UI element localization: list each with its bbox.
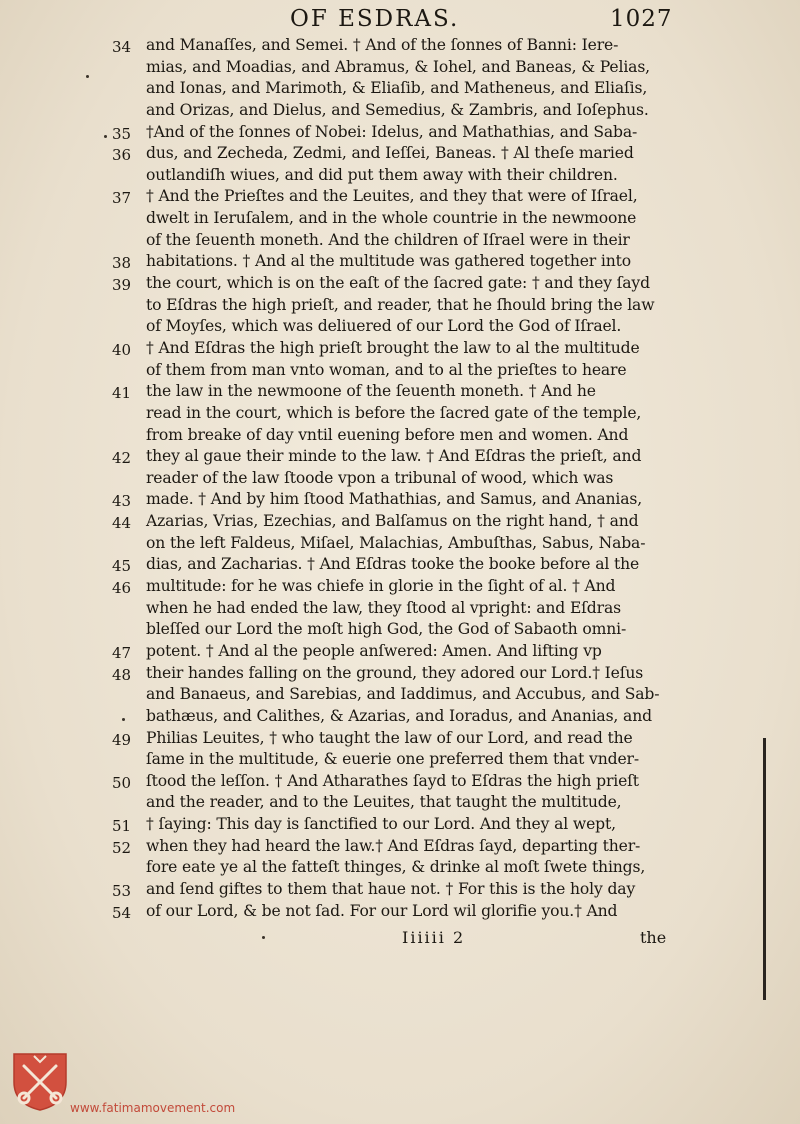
verse-number: 47 <box>112 643 132 662</box>
running-title: OF ESDRAS. <box>290 6 460 32</box>
verse-number: 48 <box>112 665 132 684</box>
line-text: bleſſed our Lord the moſt high God, the God of Sabaoth omni- <box>146 620 627 639</box>
line-text: mias, and Moadias, and Abramus, & Iohel, and Baneas, & Pelias, <box>146 57 650 76</box>
text-line <box>0 317 800 339</box>
line-text: when he had ended the law, they ſtood al vpright: and Eſdras <box>146 598 621 617</box>
text-line <box>0 880 800 902</box>
line-text: and Banaeus, and Sarebias, and Iaddimus, and Accubus, and Sab- <box>146 685 660 704</box>
verse-number: 38 <box>112 254 132 273</box>
text-line <box>0 642 800 664</box>
text-line <box>0 772 800 794</box>
verse-number: 34 <box>112 38 132 56</box>
verse-number: 51 <box>112 817 132 836</box>
verse-number: 52 <box>112 838 132 857</box>
margin-speck <box>86 75 89 78</box>
text-line <box>0 685 800 707</box>
watermark-url: www.fatimamovement.com <box>70 1101 236 1115</box>
verse-number: 43 <box>112 492 132 511</box>
line-text: read in the court, which is before the ſacred gate of the temple, <box>146 403 642 422</box>
line-text: outlandiſh wiues, and did put them away with their children. <box>146 165 618 184</box>
text-line <box>0 837 800 859</box>
page-number: 1027 <box>610 6 673 32</box>
line-text: reader of the law ſtoode vpon a tribunal of wood, which was <box>146 468 614 487</box>
text-line <box>0 144 800 166</box>
text-line <box>0 750 800 772</box>
text-line <box>0 447 800 469</box>
text-line <box>0 231 800 253</box>
margin-speck <box>104 135 107 138</box>
text-line <box>0 252 800 274</box>
text-line <box>0 729 800 751</box>
text-line <box>0 707 800 729</box>
line-text: † And the Prieſtes and the Leuites, and they that were of Iſrael, <box>146 187 638 206</box>
line-text: of Moyſes, which was deliuered of our Lord the God of Iſrael. <box>146 317 622 336</box>
line-text: the law in the newmoone of the ſeuenth moneth. † And he <box>146 382 596 401</box>
verse-number: 46 <box>112 579 132 598</box>
text-line <box>0 166 800 188</box>
verse-number: 42 <box>112 449 132 468</box>
line-text: and the reader, and to the Leuites, that taught the multitude, <box>146 793 622 812</box>
text-line <box>0 123 800 145</box>
text-line <box>0 534 800 556</box>
text-line <box>0 620 800 642</box>
text-line <box>0 858 800 880</box>
line-text: dus, and Zecheda, Zedmi, and Ieſſei, Baneas. † Al theſe maried <box>146 144 634 163</box>
text-line <box>0 902 800 924</box>
line-text: multitude: for he was chiefe in glorie in the ſight of al. † And <box>146 577 616 596</box>
line-text: they al gaue their minde to the law. † And Eſdras the prieſt, and <box>146 447 642 466</box>
text-line <box>0 361 800 383</box>
line-text: ſame in the multitude, & euerie one preferred them that vnder- <box>146 750 639 769</box>
line-text: bathæus, and Calithes, & Azarias, and Ioradus, and Ananias, and <box>146 706 652 725</box>
line-text: to Eſdras the high prieſt, and reader, that he ſhould bring the law <box>146 295 655 314</box>
line-text: made. † And by him ſtood Mathathias, and Samus, and Ananias, <box>146 490 643 509</box>
text-line <box>0 404 800 426</box>
text-line <box>0 36 800 58</box>
text-line <box>0 815 800 837</box>
verse-number: 54 <box>112 903 132 922</box>
verse-number: 44 <box>112 514 132 533</box>
line-text: of them from man vnto woman, and to al the prieſtes to heare <box>146 360 627 379</box>
line-text: of the ſeuenth moneth. And the children of Iſrael were in their <box>146 230 630 249</box>
line-text: dwelt in Ieruſalem, and in the whole countrie in the newmoone <box>146 209 637 228</box>
verse-number: 49 <box>112 730 132 749</box>
text-line <box>0 664 800 686</box>
line-text: and Manaſſes, and Semei. † And of the ſonnes of Banni: Iere- <box>146 36 619 54</box>
verse-number: 53 <box>112 881 132 900</box>
text-line <box>0 209 800 231</box>
verse-number: 37 <box>112 189 132 208</box>
verse-number: 40 <box>112 340 132 359</box>
verse-number: 35 <box>112 124 132 143</box>
margin-rule <box>763 738 766 1000</box>
line-text: potent. † And al the people anſwered: Amen. And lifting vp <box>146 641 602 660</box>
line-text: Azarias, Vrias, Ezechias, and Balſamus on the right hand, † and <box>146 512 639 531</box>
line-text: fore eate ye al the fatteſt thinges, & drinke al moſt ſwete things, <box>146 858 646 877</box>
catchword: the <box>640 928 667 947</box>
line-text: ſtood the leſſon. † And Atharathes ſayd to Eſdras the high prieſt <box>146 771 639 790</box>
verse-number: 50 <box>112 773 132 792</box>
line-text: from breake of day vntil euening before men and women. And <box>146 425 629 444</box>
line-text: of our Lord, & be not ſad. For our Lord wil glorifie you.† And <box>146 901 618 920</box>
text-line <box>0 58 800 80</box>
line-text: † ſaying: This day is ſanctified to our Lord. And they al wept, <box>146 815 616 834</box>
line-text: Philias Leuites, † who taught the law of our Lord, and read the <box>146 728 633 747</box>
text-line <box>0 490 800 512</box>
line-text: † And Eſdras the high prieſt brought the law to al the multitude <box>146 338 640 357</box>
text-line <box>0 599 800 621</box>
text-line <box>0 577 800 599</box>
text-line <box>0 512 800 534</box>
margin-speck <box>262 936 265 939</box>
text-line <box>0 469 800 491</box>
text-line <box>0 296 800 318</box>
text-line <box>0 555 800 577</box>
text-line <box>0 101 800 123</box>
text-line <box>0 339 800 361</box>
text-line <box>0 274 800 296</box>
verse-number: 39 <box>112 276 132 295</box>
line-text: and ſend giftes to them that haue not. † For this is the holy day <box>146 879 636 898</box>
text-line <box>0 187 800 209</box>
line-text: and Orizas, and Dielus, and Semedius, & Zambris, and Ioſephus. <box>146 100 649 119</box>
line-text: when they had heard the law.† And Eſdras ſayd, departing ther- <box>146 836 641 855</box>
text-line <box>0 382 800 404</box>
line-text: dias, and Zacharias. † And Eſdras tooke the booke before al the <box>146 555 640 574</box>
text-line <box>0 793 800 815</box>
line-text: and Ionas, and Marimoth, & Eliaſib, and Matheneus, and Eliaſis, <box>146 79 648 98</box>
line-text: habitations. † And al the multitude was gathered together into <box>146 252 631 271</box>
line-text: †And of the ſonnes of Nobei: Idelus, and Mathathias, and Saba- <box>146 122 638 141</box>
margin-speck <box>122 718 125 721</box>
verse-number: 41 <box>112 384 132 403</box>
verse-number: 45 <box>112 557 132 576</box>
scripture-text <box>0 36 800 923</box>
verse-number: 36 <box>112 146 132 165</box>
crossed-keys-logo-icon <box>12 1052 68 1112</box>
signature-mark: Iiiiii 2 <box>402 928 466 947</box>
line-text: their handes falling on the ground, they adored our Lord.† Ieſus <box>146 663 644 682</box>
line-text: the court, which is on the eaſt of the ſacred gate: † and they ſayd <box>146 274 650 293</box>
text-line <box>0 79 800 101</box>
text-line <box>0 426 800 448</box>
line-text: on the left Faldeus, Miſael, Malachias, Ambuſthas, Sabus, Naba- <box>146 533 646 552</box>
